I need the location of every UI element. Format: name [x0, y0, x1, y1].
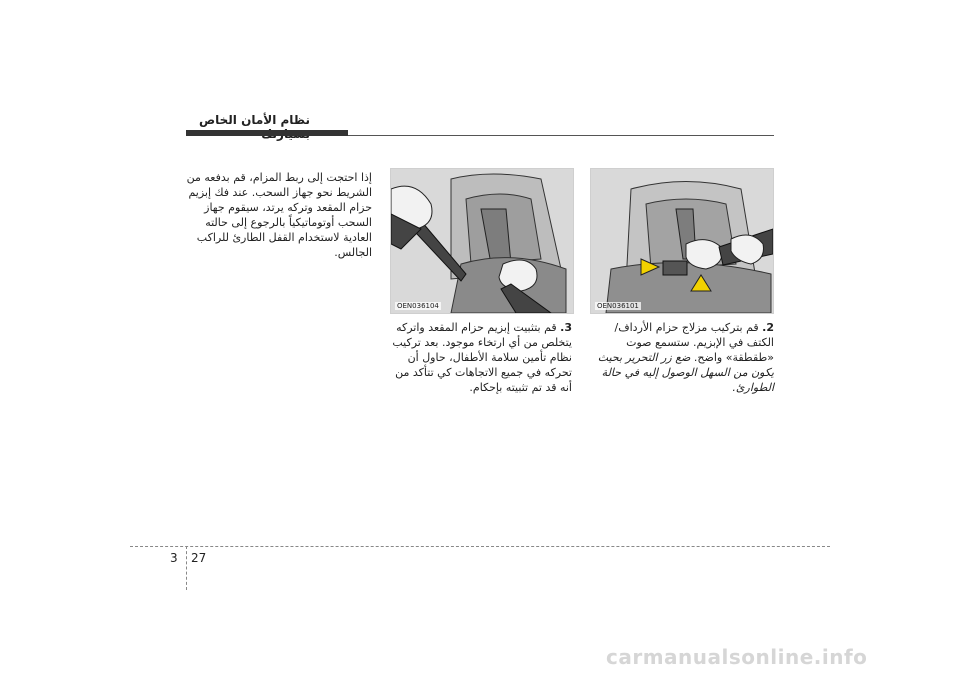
- step-2-text: قم بتركيب مزلاج حزام الأرداف/الكتف في الإبزيم. ستسمع صوت «طقطقة» واضح.: [614, 321, 774, 364]
- header-rule-thick: [186, 130, 348, 136]
- step-3-number: 3.: [560, 321, 572, 334]
- page-number: 27: [191, 551, 207, 565]
- step-3-text: قم بتثبيت إبزيم حزام المقعد واتركه يتخلص من أي ارتخاء موجود. بعد تركيب نظام تأمين سلامة الأطفال، حاول أن تحركه في جميع الاتجاهات كي تتأكد من أنه قد تم تثبيته بإحكام.: [392, 321, 572, 394]
- step-2-number: 2.: [762, 321, 774, 334]
- illustration-buckle-latch: [591, 169, 773, 313]
- figure-code-left: OEN036104: [397, 302, 439, 310]
- figure-buckle-latch: [590, 168, 774, 314]
- figure-tighten-belt: [390, 168, 574, 314]
- watermark-text: carmanualsonline.info: [606, 645, 868, 669]
- footer-divider: [186, 546, 187, 590]
- chapter-number: 3: [170, 551, 178, 565]
- figure-code-right: OEN036101: [597, 302, 639, 310]
- header-rule-thin: [348, 135, 774, 136]
- footer-rule: [130, 546, 830, 547]
- section-title: نظام الأمان الخاص: [199, 113, 310, 127]
- step-2-paragraph: [592, 320, 774, 395]
- step-2-emphasis: ضع زر التحرير بحيث يكون من السهل الوصول إليه في حالة الطوارئ.: [597, 351, 774, 394]
- intro-paragraph: إذا احتجت إلى ربط المزام، قم بدفعه من الشريط نحو جهاز السحب. عند فك إبزيم حزام المقعد وتركه يرتد، سيقوم جهاز السحب أوتوماتيكياً بالرجوع إلى حالته العادية لاستخدام القفل الطارئ للراكب الجالس.: [186, 171, 372, 259]
- illustration-tighten-belt: [391, 169, 573, 313]
- step-3-paragraph: [390, 320, 572, 395]
